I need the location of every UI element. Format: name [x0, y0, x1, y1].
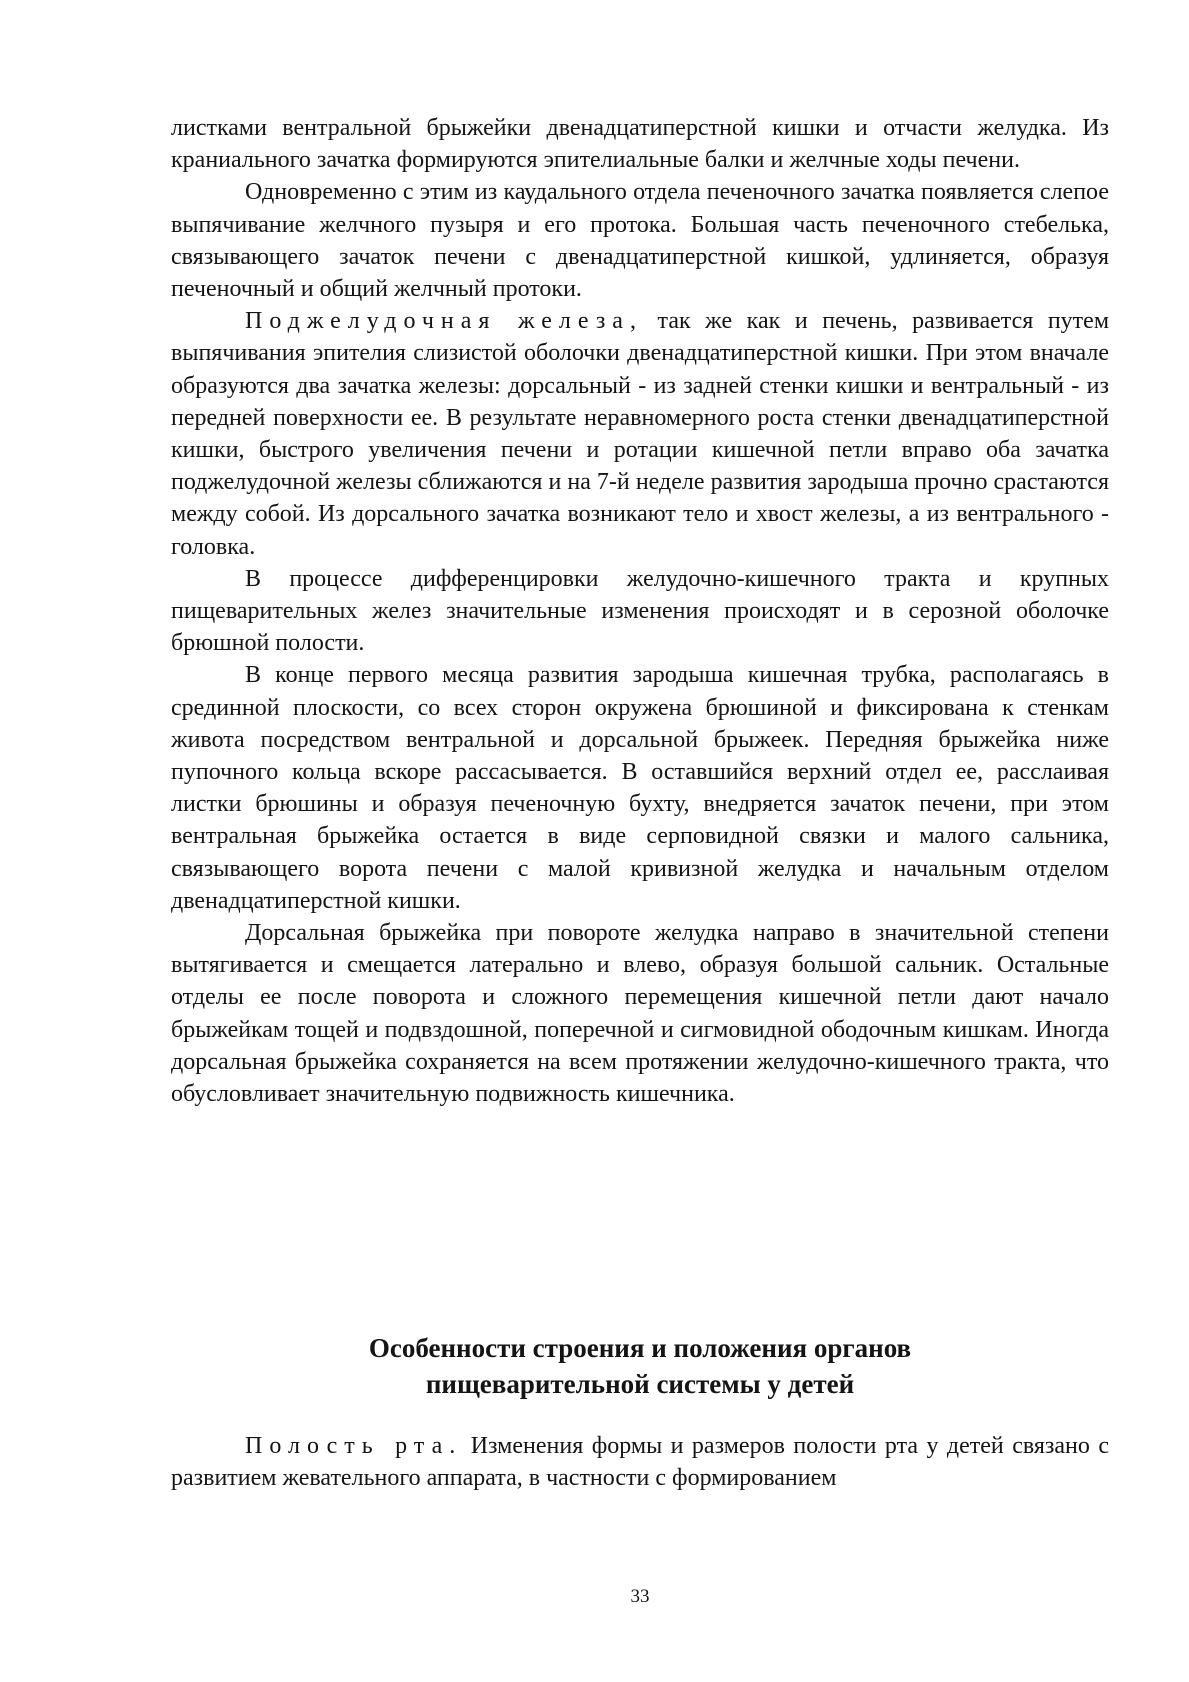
paragraph-pancreas	[171, 305, 1109, 563]
paragraph-continuation: листками вентральной брыжейки двенадцатиперстной кишки и отчасти желудка. Из краниального зачатка формируются эпителиальные балки и желчные ходы печени.	[171, 115, 1109, 174]
paragraph-mesentery-ventral: В конце первого месяца развития зародыша кишечная трубка, располагаясь в срединной плоскости, со всех сторон окружена брюшиной и фиксирована к стенкам живота посредством вентральной и дорсальной брыжеек. Передняя брыжейка ниже пупочного кольца вскоре рассасывается. В оставшийся верхний отдел ее, расслаивая листки брюшины и образуя печеночную бухту, внедряется зачаток печени, при этом вентральная брыжейка остается в виде серповидной связки и малого сальника, связывающего ворота печени с малой кривизной желудка и начальным отделом двенадцатиперстной кишки.	[171, 662, 1109, 914]
section-heading	[171, 1330, 1109, 1402]
paragraph-oral-cavity	[171, 1430, 1109, 1494]
paragraph-gallbladder: Одновременно с этим из каудального отдела печеночного зачатка появляется слепое выпячивание желчного пузыря и его протока. Большая часть печеночного стебелька, связывающего зачаток печени с двенадцатиперстной кишкой, удлиняется, образуя печеночный и общий желчный протоки.	[171, 179, 1109, 303]
heading-line-1: Особенности строения и положения органов	[368, 1333, 912, 1363]
pancreas-text: так же как и печень, развивается путем выпячивания эпителия слизистой оболочки двенадцатиперстной кишки. При этом вначале образуются два зачатка железы: дорсальный - из задней стенки кишки и вентральный - из передней поверхности ее. В результате неравномерного роста стенки двенадцатиперстной кишки, быстрого увеличения печени и ротации кишечной петли вправо оба зачатка поджелудочной железы сближаются и на 7-й неделе развития зародыша прочно срастаются между собой. Из дорсального зачатка возникают тело и хвост железы, а из вентрального - головка.	[171, 308, 1110, 560]
oral-cavity-term: Полость рта.	[245, 1433, 463, 1459]
paragraph-serous-membrane: В процессе дифференцировки желудочно-кишечного тракта и крупных пищеварительных желез значительные изменения происходят и в серозной оболочке брюшной полости.	[171, 565, 1109, 657]
paragraph-mesentery-dorsal: Дорсальная брыжейка при повороте желудка направо в значительной степени вытягивается и смещается латерально и влево, образуя большой сальник. Остальные отделы ее после поворота и сложного перемещения кишечной петли дают начало брыжейкам тощей и подвздошной, поперечной и сигмовидной ободочным кишкам. Иногда дорсальная брыжейка сохраняется на всем протяжении желудочно-кишечного тракта, что обусловливает значительную подвижность кишечника.	[171, 920, 1109, 1108]
body-text	[171, 112, 1109, 1110]
section-body	[171, 1430, 1109, 1494]
pancreas-term: Поджелудочная железа,	[245, 308, 643, 335]
heading-line-2: пищеварительной системы у детей	[425, 1369, 855, 1399]
oral-cavity-text: Изменения формы и размеров полости рта у детей связано с развитием жевательного аппарата, в частности с формированием	[171, 1433, 1109, 1492]
page-number: 33	[630, 1586, 650, 1607]
